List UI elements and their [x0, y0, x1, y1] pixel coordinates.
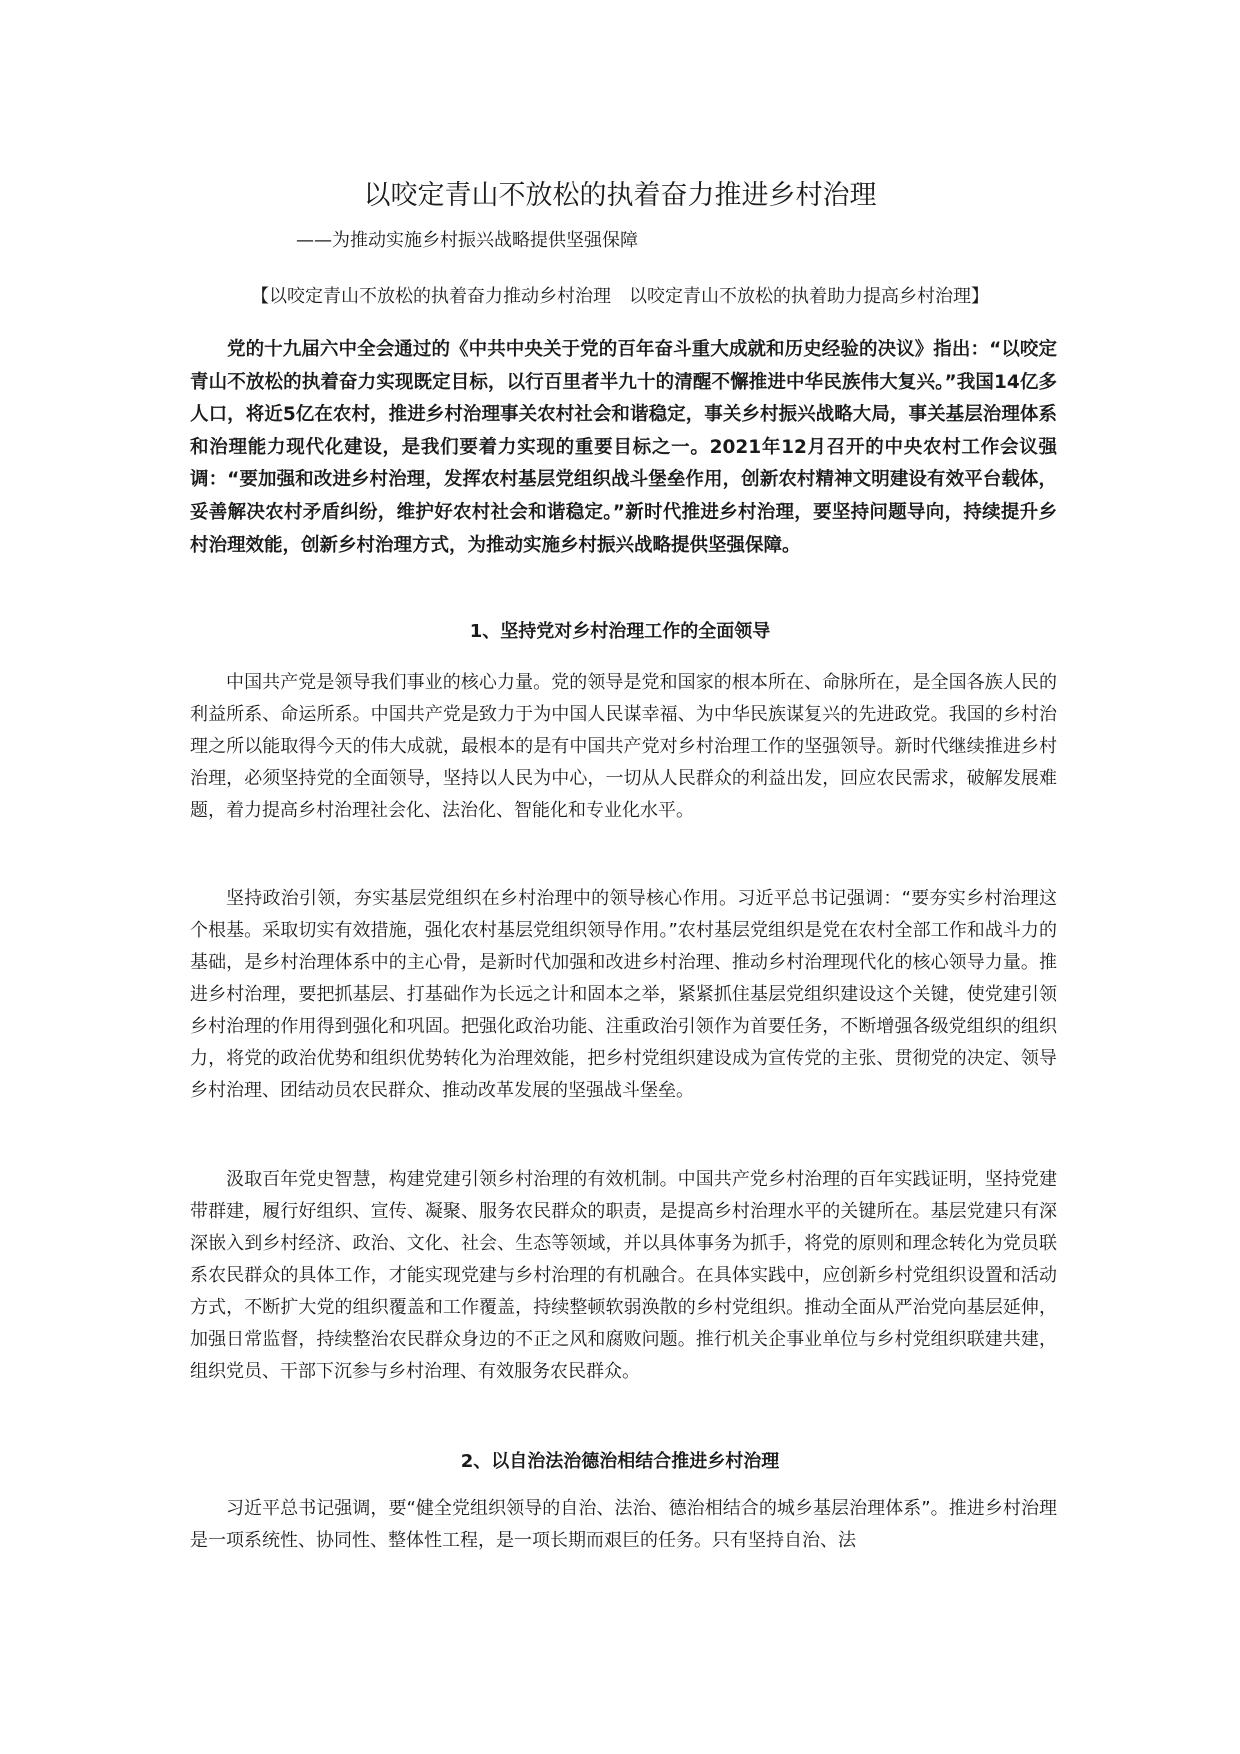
body-paragraph: 汲取百年党史智慧，构建党建引领乡村治理的有效机制。中国共产党乡村治理的百年实践证明，坚持党建带群建，履行好组织、宣传、凝聚、服务农民群众的职责，是提高乡村治理水平的关键所在。基层党建只有深深嵌入到乡村经济、政治、文化、社会、生态等领域，并以具体事务为抓手，将党的原则和理念转化为党员联系农民群众的具体工作，才能实现党建与乡村治理的有机融合。在具体实践中，应创新乡村党组织设置和活动方式，不断扩大党的组织覆盖和工作覆盖，持续整顿软弱涣散的乡村党组织。推动全面从严治党向基层延伸，加强日常监督，持续整治农民群众身边的不正之风和腐败问题。推行机关企事业单位与乡村党组织联建共建，组织党员、干部下沉参与乡村治理、有效服务农民群众。 [190, 1169, 1057, 1382]
document-title: 以咬定青山不放松的执着奋力推进乡村治理 [363, 180, 877, 211]
lead-paragraph: 党的十九届六中全会通过的《中共中央关于党的百年奋斗重大成就和历史经验的决议》指出：“以咬定青山不放松的执着奋力实现既定目标，以行百里者半九十的清醒不懈推进中华民族伟大复兴。”我国14亿多人口，将近5亿在农村，推进乡村治理事关农村社会和谐稳定，事关乡村振兴战略大局，事关基层治理体系和治理能力现代化建设，是我们要着力实现的重要目标之一。2021年12月召开的中央农村工作会议强调：“要加强和改进乡村治理，发挥农村基层党组织战斗堡垒作用，创新农村精神文明建设有效平台载体，妥善解决农村矛盾纠纷，维护好农村社会和谐稳定。”新时代推进乡村治理，要坚持问题导向，持续提升乡村治理效能，创新乡村治理方式，为推动实施乡村振兴战略提供坚强保障。 [190, 339, 1057, 556]
alternative-titles: 【以咬定青山不放松的执着奋力推动乡村治理 以咬定青山不放松的执着助力提高乡村治理】 [251, 286, 989, 307]
body-paragraph: 中国共产党是领导我们事业的核心力量。党的领导是党和国家的根本所在、命脉所在，是全国各族人民的利益所系、命运所系。中国共产党是致力于为中国人民谋幸福、为中华民族谋复兴的先进政党。我国的乡村治理之所以能取得今天的伟大成就，最根本的是有中国共产党对乡村治理工作的坚强领导。新时代继续推进乡村治理，必须坚持党的全面领导，坚持以人民为中心，一切从人民群众的利益出发，回应农民需求，破解发展难题，着力提高乡村治理社会化、法治化、智能化和专业化水平。 [190, 672, 1057, 821]
body-paragraph: 坚持政治引领，夯实基层党组织在乡村治理中的领导核心作用。习近平总书记强调：“要夯实乡村治理这个根基。采取切实有效措施，强化农村基层党组织领导作用。”农村基层党组织是党在农村全部工作和战斗力的基础，是乡村治理体系中的主心骨，是新时代加强和改进乡村治理、推动乡村治理现代化的核心领导力量。推进乡村治理，要把抓基层、打基础作为长远之计和固本之举，紧紧抓住基层党组织建设这个关键，使党建引领乡村治理的作用得到强化和巩固。把强化政治功能、注重政治引领作为首要任务，不断增强各级党组织的组织力，将党的政治优势和组织优势转化为治理效能，把乡村党组织建设成为宣传党的主张、贯彻党的决定、领导乡村治理、团结动员农民群众、推动改革发展的坚强战斗堡垒。 [190, 888, 1057, 1101]
document-subtitle: ——为推动实施乡村振兴战略提供坚强保障 [296, 230, 638, 251]
section-heading-2: 2、以自治法治德治相结合推进乡村治理 [460, 1451, 780, 1472]
section-heading-1: 1、坚持党对乡村治理工作的全面领导 [469, 621, 771, 642]
body-paragraph: 习近平总书记强调，要“健全党组织领导的自治、法治、德治相结合的城乡基层治理体系”。推进乡村治理是一项系统性、协同性、整体性工程，是一项长期而艰巨的任务。只有坚持自治、法 [190, 1498, 1057, 1551]
